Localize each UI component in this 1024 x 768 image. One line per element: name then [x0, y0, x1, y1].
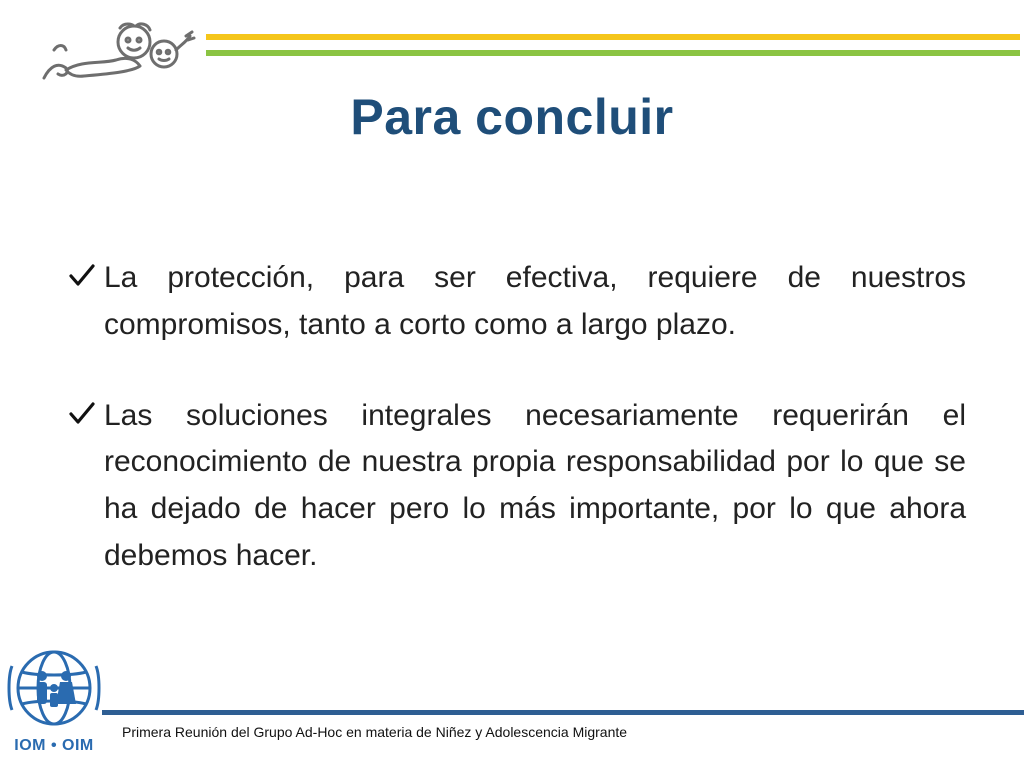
bullet-text: La protección, para ser efectiva, requiere de nuestros compromisos, tanto a corto como a largo plazo.	[104, 261, 966, 341]
iom-logo	[6, 646, 102, 754]
bullet-text: Las soluciones integrales necesariamente requerirán el reconocimiento de nuestra propia responsabilidad por lo que se ha dejado de hacer pero lo más importante, por lo que ahora debemos hacer.	[104, 398, 966, 572]
checkmark-icon	[68, 399, 96, 427]
header-stripe-yellow	[206, 34, 1020, 40]
bullet-list	[68, 255, 966, 580]
slide-title: Para concluir	[350, 89, 674, 145]
footer-rule	[102, 710, 1024, 715]
globe-family-icon	[6, 646, 102, 730]
bullet-item	[68, 255, 966, 349]
bullet-item	[68, 393, 966, 580]
checkmark-icon	[68, 261, 96, 289]
iom-logo-text: IOM • OIM	[14, 737, 94, 754]
children-illustration-logo	[36, 20, 196, 90]
footer-caption: Primera Reunión del Grupo Ad-Hoc en materia de Niñez y Adolescencia Migrante	[122, 724, 628, 740]
header-stripe-green	[206, 50, 1020, 56]
